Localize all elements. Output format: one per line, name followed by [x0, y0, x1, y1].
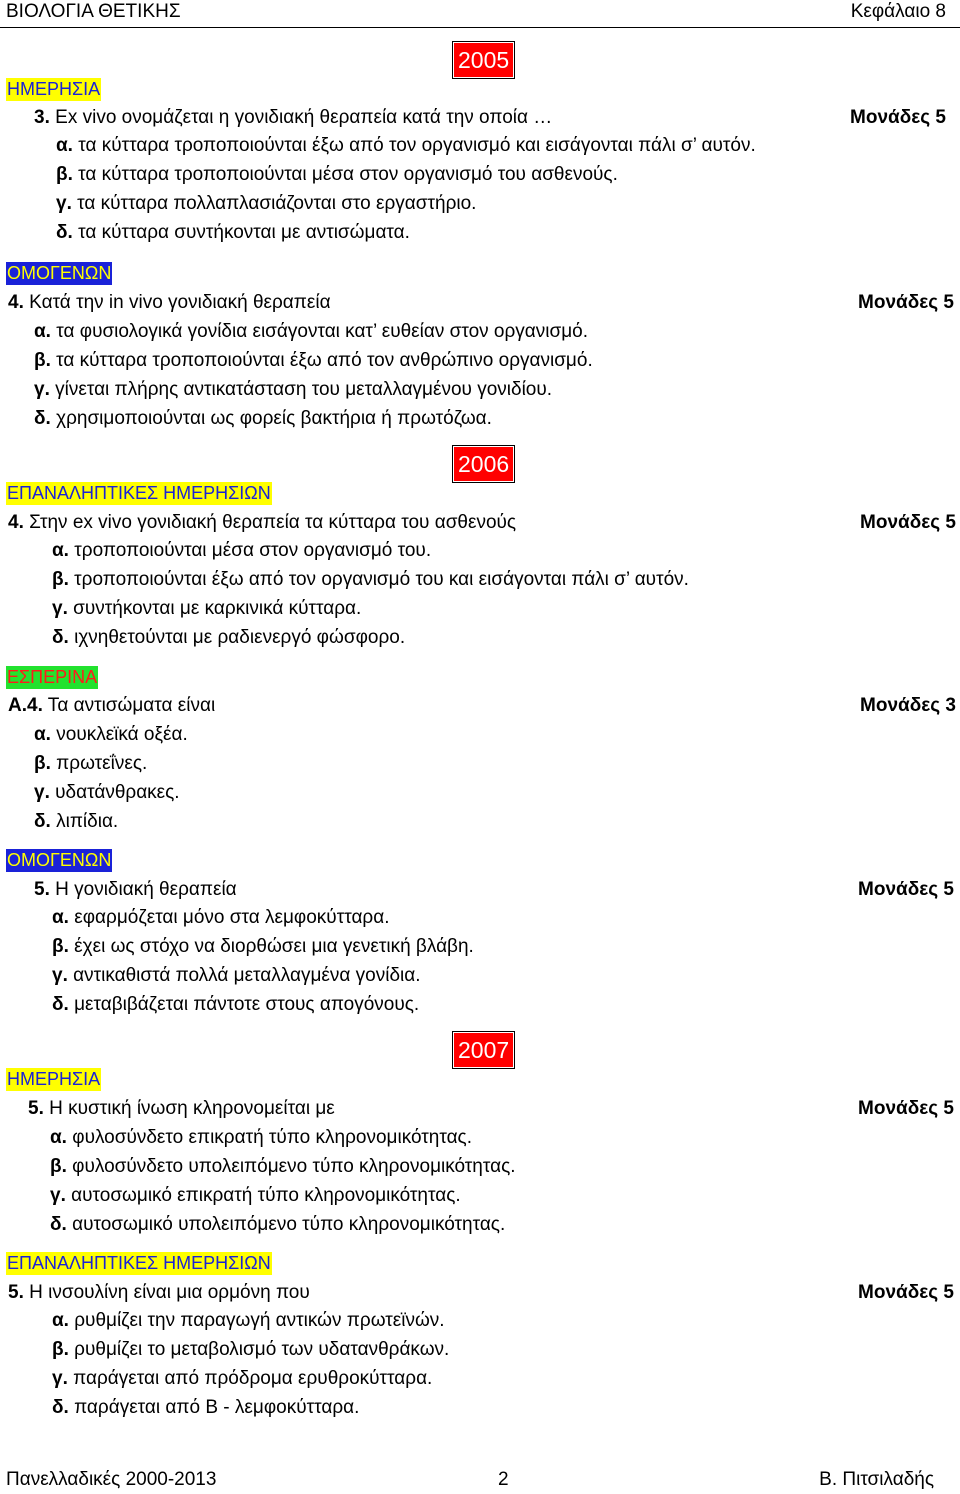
option-text: γίνεται πλήρης αντικατάσταση του μεταλλαγμένου γονιδίου. [55, 379, 553, 400]
option [34, 723, 188, 747]
question-number: 5. [34, 879, 50, 900]
option-text: λιπίδια. [56, 811, 119, 832]
option-text: πρωτεΐνες. [56, 753, 148, 774]
option-text: μεταβιβάζεται πάντοτε στους απογόνους. [74, 994, 420, 1015]
option [52, 1396, 359, 1420]
year-badge-2007: 2007 [453, 1032, 514, 1068]
option [52, 964, 421, 988]
question-text: Εx vivo ονομάζεται η γονιδιακή θεραπεία κατά την οποία … [55, 107, 553, 128]
option-letter: β. [50, 1156, 67, 1177]
question-text: Η ινσουλίνη είναι μια ορμόνη που [29, 1282, 310, 1303]
option [52, 626, 405, 650]
option-letter: γ. [52, 965, 68, 986]
option-letter: γ. [34, 782, 50, 803]
option [56, 163, 618, 187]
option-letter: β. [52, 936, 69, 957]
exam-label: ΟΜΟΓΕΝΩΝ [7, 263, 112, 283]
year-badge-2006: 2006 [453, 446, 514, 482]
option-text: χρησιμοποιούνται ως φορείς βακτήρια ή πρωτόζωα. [56, 408, 492, 429]
question-number: 5. [28, 1098, 44, 1119]
exam-label: ΕΣΠΕΡΙΝΑ [7, 667, 98, 687]
option-letter: β. [34, 350, 51, 371]
option [34, 407, 492, 431]
question [8, 291, 331, 315]
option [52, 1367, 432, 1391]
option-letter: γ. [56, 193, 72, 214]
option [52, 993, 419, 1017]
option-text: τα κύτταρα πολλαπλασιάζονται στο εργαστήριο. [77, 193, 477, 214]
option [50, 1155, 516, 1179]
option [52, 906, 390, 930]
question [8, 511, 516, 535]
option-letter: β. [52, 569, 69, 590]
option-letter: α. [34, 321, 51, 342]
option-letter: γ. [52, 1368, 68, 1389]
option [34, 781, 180, 805]
option-letter: δ. [52, 1397, 69, 1418]
option [34, 752, 147, 776]
header-chapter: Κεφάλαιο 8 [850, 1, 946, 22]
option-letter: α. [52, 1310, 69, 1331]
question-number: Α.4. [8, 695, 43, 716]
option-letter: β. [52, 1339, 69, 1360]
option [52, 597, 361, 621]
question-number: 4. [8, 512, 24, 533]
option [50, 1184, 461, 1208]
option-text: φυλοσύνδετο υπολειπόμενο τύπο κληρονομικότητας. [72, 1156, 516, 1177]
exam-label: ΕΠΑΝΑΛΗΠΤΙΚΕΣ ΗΜΕΡΗΣΙΩΝ [7, 483, 271, 503]
option-letter: δ. [34, 408, 51, 429]
option [56, 192, 476, 216]
option-text: νουκλεϊκά οξέα. [56, 724, 188, 745]
header-rule [0, 27, 960, 28]
marks: Μονάδες 5 [858, 1098, 954, 1119]
option-text: συντήκονται με καρκινικά κύτταρα. [73, 598, 362, 619]
question-text: Κατά την in vivo γονιδιακή θεραπεία [29, 292, 331, 313]
marks: Μονάδες 5 [850, 107, 946, 128]
question-text: Η κυστική ίνωση κληρονομείται με [49, 1098, 335, 1119]
page-number: 2 [498, 1469, 509, 1490]
option-letter: δ. [52, 994, 69, 1015]
question-number: 4. [8, 292, 24, 313]
option [34, 378, 552, 402]
option [52, 568, 689, 592]
exam-label: ΗΜΕΡΗΣΙΑ [7, 79, 101, 99]
option-text: τα φυσιολογικά γονίδια εισάγονται κατ’ ευθείαν στον οργανισμό. [56, 321, 589, 342]
option-letter: α. [50, 1127, 67, 1148]
marks: Μονάδες 5 [858, 879, 954, 900]
option [34, 810, 118, 834]
exam-label: ΗΜΕΡΗΣΙΑ [7, 1069, 101, 1089]
question-text: Τα αντισώματα είναι [47, 695, 216, 716]
header-subject: ΒΙΟΛΟΓΙΑ ΘΕΤΙΚΗΣ [6, 1, 181, 22]
option-text: αυτοσωμικό υπολειπόμενο τύπο κληρονομικότητας. [72, 1214, 506, 1235]
question [8, 694, 215, 718]
question-text: Η γονιδιακή θεραπεία [55, 879, 237, 900]
footer-author: Β. Πιτσιλαδής [819, 1469, 934, 1490]
option [34, 349, 593, 373]
option [56, 134, 756, 158]
question [8, 1281, 310, 1305]
option-text: φυλοσύνδετο επικρατή τύπο κληρονομικότητας. [72, 1127, 472, 1148]
marks: Μονάδες 5 [860, 512, 956, 533]
option-text: τα κύτταρα συντήκονται με αντισώματα. [78, 222, 410, 243]
option-text: ρυθμίζει την παραγωγή αντικών πρωτεϊνών. [74, 1310, 445, 1331]
option-text: εφαρμόζεται μόνο στα λεμφοκύτταρα. [74, 907, 390, 928]
option [34, 320, 588, 344]
question [34, 878, 237, 902]
option [52, 1338, 449, 1362]
option-letter: δ. [34, 811, 51, 832]
option-letter: β. [34, 753, 51, 774]
option-text: έχει ως στόχο να διορθώσει μια γενετική βλάβη. [74, 936, 474, 957]
exam-label: ΟΜΟΓΕΝΩΝ [7, 850, 112, 870]
option-letter: δ. [52, 627, 69, 648]
option [50, 1213, 505, 1237]
option [52, 935, 474, 959]
question-text: Στην ex vivo γονιδιακή θεραπεία τα κύτταρα του ασθενούς [29, 512, 517, 533]
option-text: υδατάνθρακες. [55, 782, 180, 803]
option [50, 1126, 472, 1150]
option-text: αυτοσωμικό επικρατή τύπο κληρονομικότητας. [71, 1185, 461, 1206]
option-text: τροποποιούνται έξω από τον οργανισμό του και εισάγονται πάλι σ’ αυτόν. [74, 569, 689, 590]
option-letter: β. [56, 164, 73, 185]
option-letter: γ. [52, 598, 68, 619]
marks: Μονάδες 5 [858, 1282, 954, 1303]
option-text: παράγεται από Β - λεμφοκύτταρα. [74, 1397, 360, 1418]
option-text: τα κύτταρα τροποποιούνται έξω από τον οργανισμό και εισάγονται πάλι σ’ αυτόν. [78, 135, 756, 156]
option-letter: α. [56, 135, 73, 156]
option-letter: α. [52, 907, 69, 928]
option-letter: α. [52, 540, 69, 561]
option-letter: γ. [34, 379, 50, 400]
option-text: τα κύτταρα τροποποιούνται έξω από τον ανθρώπινο οργανισμό. [56, 350, 593, 371]
option-letter: α. [34, 724, 51, 745]
exam-label: ΕΠΑΝΑΛΗΠΤΙΚΕΣ ΗΜΕΡΗΣΙΩΝ [7, 1253, 271, 1273]
option-letter: δ. [50, 1214, 67, 1235]
footer-left: Πανελλαδικές 2000-2013 [6, 1469, 217, 1490]
option [56, 221, 410, 245]
option-text: αντικαθιστά πολλά μεταλλαγμένα γονίδια. [73, 965, 421, 986]
question [28, 1097, 335, 1121]
question-number: 5. [8, 1282, 24, 1303]
option-text: τα κύτταρα τροποποιούνται μέσα στον οργανισμό του ασθενούς. [78, 164, 618, 185]
option [52, 1309, 445, 1333]
option-text: ιχνηθετούνται με ραδιενεργό φώσφορο. [74, 627, 406, 648]
question-number: 3. [34, 107, 50, 128]
marks: Μονάδες 5 [858, 292, 954, 313]
option-letter: γ. [50, 1185, 66, 1206]
year-badge-2005: 2005 [453, 42, 514, 78]
question [34, 106, 552, 130]
option-text: τροποποιούνται μέσα στον οργανισμό του. [74, 540, 432, 561]
option-text: παράγεται από πρόδρομα ερυθροκύτταρα. [73, 1368, 433, 1389]
option-letter: δ. [56, 222, 73, 243]
marks: Μονάδες 3 [860, 695, 956, 716]
option [52, 539, 431, 563]
option-text: ρυθμίζει το μεταβολισμό των υδατανθράκων. [74, 1339, 450, 1360]
